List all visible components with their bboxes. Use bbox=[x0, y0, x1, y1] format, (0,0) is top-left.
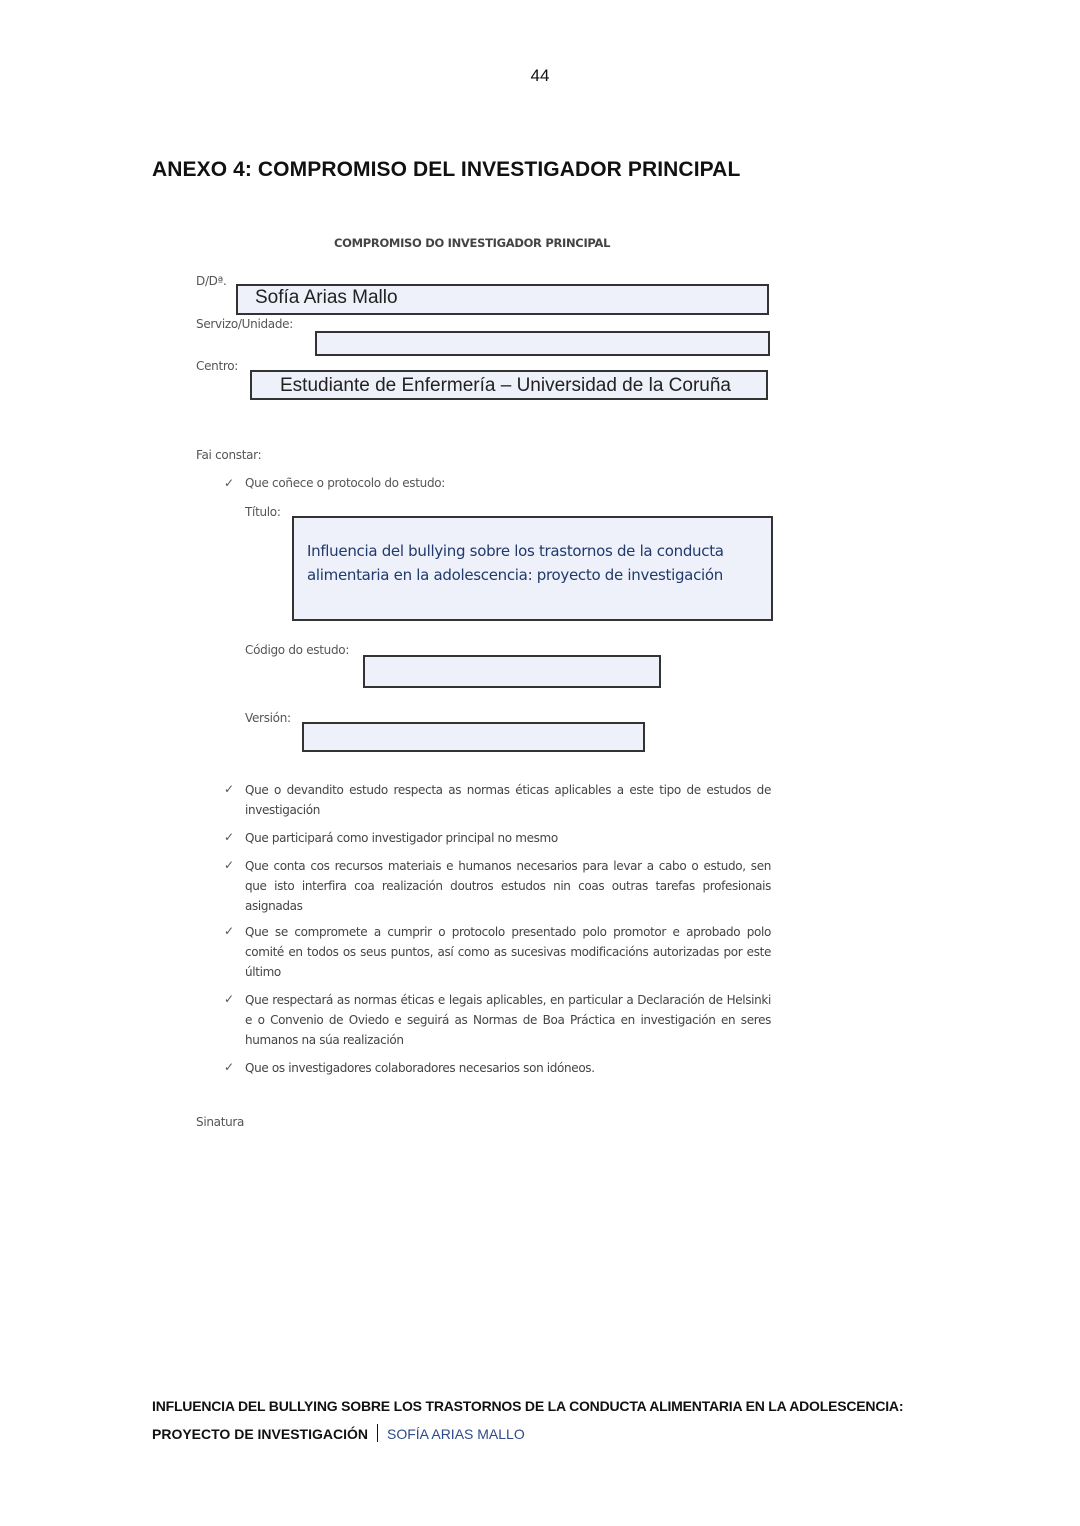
centre-value: Estudiante de Enfermería – Universidad de la Coruña bbox=[280, 375, 731, 396]
study-title-field[interactable] bbox=[292, 516, 773, 621]
study-title-line1: Influencia del bullying sobre los trastornos de la conducta bbox=[307, 542, 724, 560]
service-label: Servizo/Unidade: bbox=[196, 317, 293, 331]
study-title-label: Título: bbox=[245, 505, 281, 519]
declaration-item: Que o devandito estudo respecta as normas éticas aplicables a este tipo de estudos de investigación bbox=[245, 783, 771, 817]
declaration-item: Que participará como investigador principal no mesmo bbox=[245, 831, 558, 845]
footer-subtitle: PROYECTO DE INVESTIGACIÓN bbox=[152, 1426, 368, 1442]
page-heading: ANEXO 4: COMPROMISO DEL INVESTIGADOR PRINCIPAL bbox=[152, 158, 741, 181]
declaration-item: Que conta cos recursos materiais e humanos necesarios para levar a cabo o estudo, sen que isto interfira coa realización doutros estudos nin coas outras tarefas profesionais asignadas bbox=[245, 859, 771, 913]
study-code-label: Código do estudo: bbox=[245, 643, 350, 657]
check-icon: ✓ bbox=[224, 1060, 235, 1074]
form-title: COMPROMISO DO INVESTIGADOR PRINCIPAL bbox=[334, 236, 611, 250]
check-icon: ✓ bbox=[224, 924, 235, 938]
declaration-item: Que respectará as normas éticas e legais aplicables, en particular a Declaración de Helsinki e o Convenio de Oviedo e seguirá as Normas de Boa Práctica en investigación en seres humanos na súa realización bbox=[245, 993, 771, 1047]
study-title-line2: alimentaria en la adolescencia: proyecto de investigación bbox=[307, 566, 723, 584]
check-icon: ✓ bbox=[224, 858, 235, 872]
fai-constar-label: Fai constar: bbox=[196, 448, 262, 462]
check-icon: ✓ bbox=[224, 782, 235, 796]
page-number: 44 bbox=[530, 66, 550, 85]
signature-label: Sinatura bbox=[196, 1115, 245, 1129]
footer-author: SOFÍA ARIAS MALLO bbox=[387, 1426, 525, 1442]
protocol-check-text: Que coñece o protocolo do estudo: bbox=[245, 476, 446, 490]
name-label: D/Dª. bbox=[196, 274, 227, 288]
service-field[interactable] bbox=[315, 331, 770, 356]
name-value: Sofía Arias Mallo bbox=[255, 287, 398, 308]
declaration-item: Que os investigadores colaboradores necesarios son idóneos. bbox=[245, 1061, 595, 1075]
check-icon: ✓ bbox=[224, 992, 235, 1006]
study-code-field[interactable] bbox=[363, 655, 661, 688]
footer-line2 bbox=[152, 1424, 525, 1442]
declaration-item: Que se compromete a cumprir o protocolo presentado polo promotor e aprobado polo comité en todos os seus puntos, así como as sucesivas modificacións autorizadas por este último bbox=[245, 925, 771, 979]
version-field[interactable] bbox=[302, 722, 645, 752]
centre-field[interactable] bbox=[250, 370, 768, 400]
centre-label: Centro: bbox=[196, 359, 239, 373]
name-field[interactable] bbox=[236, 284, 769, 315]
footer-divider bbox=[377, 1424, 378, 1442]
version-label: Versión: bbox=[245, 711, 291, 725]
footer-title: INFLUENCIA DEL BULLYING SOBRE LOS TRASTORNOS DE LA CONDUCTA ALIMENTARIA EN LA ADOLESCENCIA: bbox=[152, 1398, 904, 1414]
check-icon: ✓ bbox=[224, 476, 235, 490]
check-icon: ✓ bbox=[224, 830, 235, 844]
